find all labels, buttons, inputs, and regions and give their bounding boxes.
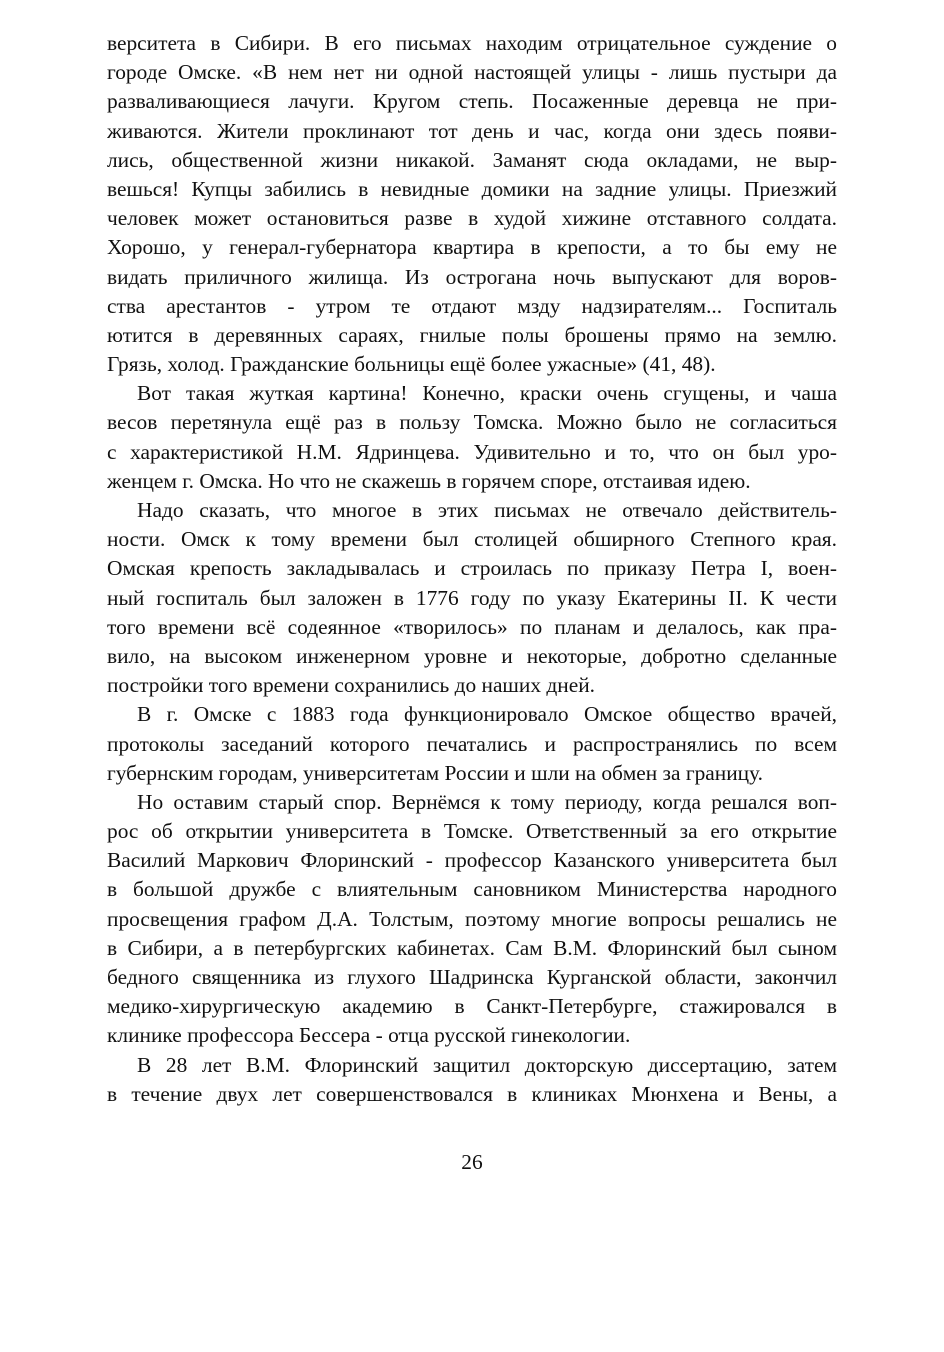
text-line: живаются. Жители проклинают тот день и час, когда они здесь появи- (107, 118, 837, 143)
text-line: в течение двух лет совершенствовался в клиниках Мюнхена и Вены, а (107, 1081, 837, 1106)
text-line: видать приличного жилища. Из острогана ночь выпускают для воров- (107, 264, 837, 289)
text-line: женцем г. Омска. Но что не скажешь в горячем споре, отстаивая идею. (107, 468, 751, 493)
text-line: ства арестантов - утром те отдают мзду надзирателям... Госпиталь (107, 293, 837, 318)
text-line: верситета в Сибири. В его письмах находим отрицательное суждение о (107, 31, 837, 55)
text-line: Вот такая жуткая картина! Конечно, краски очень сгущены, и чаша (137, 381, 837, 406)
text-line: Омская крепость закладывалась и строилась по приказу Петра I, воен- (107, 556, 837, 581)
text-line: лись, общественной жизни никакой. Заманят сюда окладами, не выр- (107, 147, 837, 172)
text-line: В 28 лет В.М. Флоринский защитил докторскую диссертацию, затем (137, 1052, 837, 1077)
text-line: вешься! Купцы забились в невидные домики на задние улицы. Приезжий (107, 176, 837, 201)
text-line: В г. Омске с 1883 года функционировало Омское общество врачей, (137, 702, 837, 727)
text-line: постройки того времени сохранились до наших дней. (107, 673, 596, 698)
text-line: ный госпиталь был заложен в 1776 году по указу Екатерины II. К чести (107, 585, 837, 610)
text-line: с характеристикой Н.М. Ядринцева. Удивительно и то, что он был уро- (107, 439, 837, 464)
text-line: губернским городам, университетам России и шли на обмен за границу. (107, 760, 764, 785)
text-line: Василий Маркович Флоринский - профессор Казанского университета был (107, 848, 837, 873)
text-line: бедного священника из глухого Шадринска Курганской области, закончил (107, 965, 837, 989)
text-line: Надо сказать, что многое в этих письмах не отвечало действитель- (137, 498, 837, 522)
text-line: весов перетянула ещё раз в пользу Томска. Можно было не согласиться (107, 410, 837, 435)
text-line: Но оставим старый спор. Вернёмся к тому периоду, когда решался воп- (137, 789, 837, 814)
text-line: Хорошо, у генерал-губернатора квартира в крепости, а то бы ему не (107, 235, 837, 260)
text-line: того времени всё содеянное «творилось» по планам и делалось, как пра- (107, 614, 837, 639)
text-line: разваливающиеся лачуги. Кругом степь. Посаженные деревца не при- (107, 89, 837, 114)
text-line: ютится в деревянных сараях, гнилые полы брошены прямо на землю. (107, 322, 837, 347)
page-number: 26 (461, 1150, 483, 1174)
text-line: протоколы заседаний которого печатались и распространялись по всем (107, 731, 837, 756)
text-line: просвещения графом Д.А. Толстым, поэтому многие вопросы решались не (107, 906, 837, 931)
text-line: вило, на высоком инженерном уровне и некоторые, добротно сделанные (107, 643, 837, 668)
body-text (107, 29, 837, 1109)
text-line: в большой дружбе с влиятельным сановником Министерства народного (107, 877, 837, 902)
text-line: ности. Омск к тому времени был столицей обширного Степного края. (107, 527, 837, 552)
text-line: Грязь, холод. Гражданские больницы ещё более ужасные» (41, 48). (107, 352, 716, 377)
text-line: рос об открытии университета в Томске. Ответственный за его открытие (107, 819, 837, 844)
text-line: человек может остановиться разве в худой хижине отставного солдата. (107, 206, 837, 231)
text-line: клинике профессора Бессера - отца русской гинекологии. (107, 1023, 631, 1048)
text-line: в Сибири, а в петербургских кабинетах. Сам В.М. Флоринский был сыном (107, 935, 837, 960)
text-line: городе Омске. «В нем нет ни одной настоящей улицы - лишь пустыри да (107, 60, 837, 85)
text-line: медико-хирургическую академию в Санкт-Петербурге, стажировался в (107, 994, 837, 1019)
